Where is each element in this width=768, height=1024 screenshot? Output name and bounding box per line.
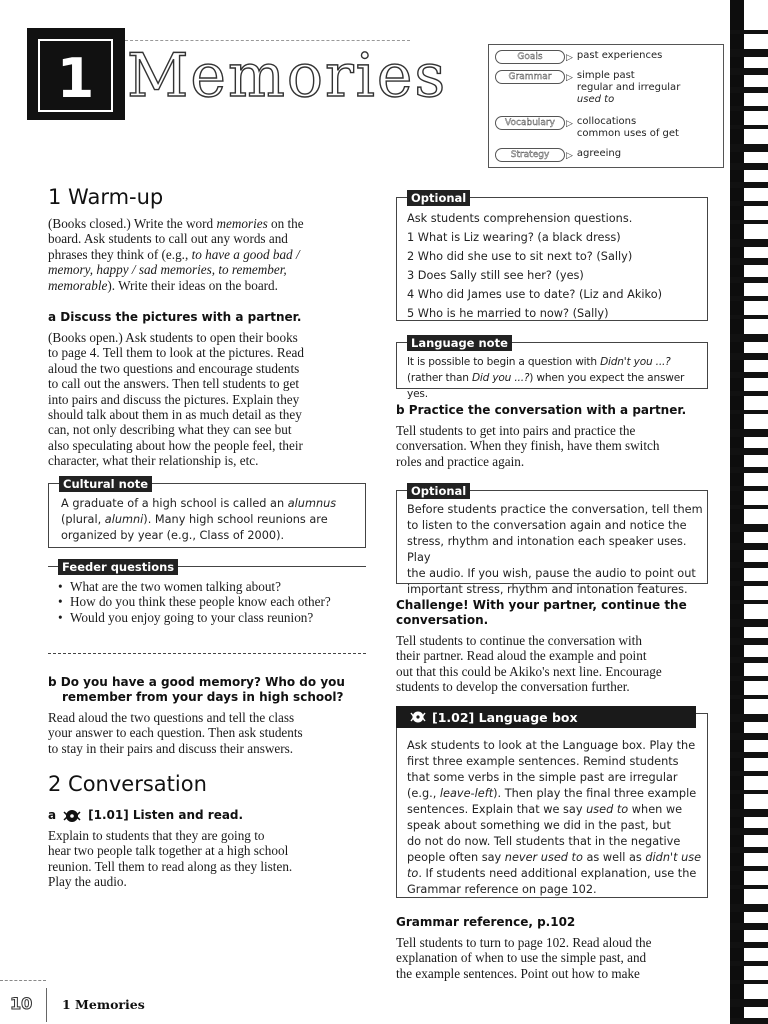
language-note-label: Language note [407, 335, 512, 351]
text-line: (Books closed.) Write the word memories on the [48, 216, 304, 231]
edge-bar [730, 638, 768, 645]
edge-bar [730, 296, 768, 301]
edge-bar [730, 144, 768, 152]
language-box [396, 709, 708, 898]
edge-bar [730, 999, 768, 1007]
text-line: (Books open.) Ask students to open their books [48, 330, 298, 345]
edge-bar [730, 771, 768, 776]
memory-heading [48, 675, 345, 705]
page-number: 10 [10, 994, 33, 1013]
text-line: organized by year (e.g., Class of 2000). [61, 529, 285, 542]
edge-bar [730, 239, 768, 247]
text-line: out that this could be Akiko's next line. Encourage [396, 663, 662, 679]
edge-bar [730, 353, 768, 360]
arrow-right-icon: ▷ [566, 72, 573, 82]
edge-bar [730, 980, 768, 984]
objective-line: simple past [576, 70, 635, 81]
edge-bar [730, 885, 768, 889]
text-line: It is possible to begin a question with Didn't you ...? [407, 356, 671, 368]
audio-cd-icon [62, 809, 82, 823]
text-line: do not do now. Tell students that in the negative [407, 835, 681, 848]
edge-bar [730, 467, 768, 473]
text-line: Tell students to continue the conversation with [396, 633, 642, 648]
edge-bar [730, 372, 768, 378]
text-line: aloud the two questions and encourage students [48, 360, 300, 376]
text-line: reunion. Tell them to read along as they listen. [48, 858, 293, 874]
edge-bar [730, 391, 768, 396]
objective-tag: Strategy [495, 148, 565, 162]
objective-goals [495, 50, 662, 64]
text-line: conversation. When they finish, have them switch [396, 438, 660, 454]
text-line: phrases they think of (e.g., to have a good bad / [48, 246, 300, 262]
page-edge-strip [730, 0, 768, 1024]
text-line: sentences. Explain that we say used to when we [407, 803, 683, 816]
text-line: Read aloud the two questions and tell the class [48, 710, 295, 725]
grammar-reference-paragraph [396, 935, 716, 981]
unit-number: 1 [56, 47, 95, 110]
text-line: people often say never used to as well as didn't use [407, 851, 702, 864]
edge-bar [730, 942, 768, 948]
list-item: • How do you think these people know each other? [48, 594, 358, 609]
audio-cd-icon [410, 710, 426, 724]
text-line: to page 4. Tell them to look at the pictures. Read [48, 345, 304, 361]
optional-practice-text [407, 502, 707, 598]
text-line: students to develop the conversation further. [396, 679, 630, 695]
edge-bar [730, 277, 768, 283]
practice-paragraph [396, 423, 716, 469]
edge-bar [730, 486, 768, 491]
optional-comprehension-text [407, 209, 705, 323]
objective-grammar [495, 70, 680, 106]
language-box-header [396, 706, 696, 728]
text-line: explanation of when to use the simple past, and [396, 950, 647, 966]
warmup-heading: 1 Warm-up [48, 185, 164, 209]
text-line: to. If students need additional explanation, use the [407, 867, 697, 880]
discuss-heading: a Discuss the pictures with a partner. [48, 310, 302, 324]
text-line: Explain to students that they are going to [48, 828, 265, 843]
edge-bar [730, 790, 768, 794]
feeder-questions-list [48, 579, 358, 625]
heading-line: remember from your days in high school? [62, 690, 344, 704]
running-title: 1 Memories [62, 997, 145, 1012]
text-line: Play the audio. [48, 874, 127, 890]
edge-bar [730, 524, 768, 532]
text-line: your answer to each question. Then ask students [48, 725, 303, 741]
challenge-paragraph [396, 633, 716, 695]
edge-bar [730, 600, 768, 604]
arrow-right-icon: ▷ [566, 52, 573, 62]
section-letter: a [48, 808, 57, 822]
edge-bar [730, 543, 768, 550]
memory-paragraph [48, 710, 368, 756]
edge-bar [730, 448, 768, 455]
edge-bar [730, 809, 768, 817]
text-line: memorable). Write their ideas on the board. [48, 277, 278, 293]
objective-line: common uses of get [576, 128, 679, 139]
text-line: 4 Who did James use to date? (Liz and Akiko) [407, 288, 663, 301]
objective-line: regular and irregular [576, 82, 681, 93]
edge-bar [730, 562, 768, 568]
text-line: Tell students to turn to page 102. Read aloud the [396, 935, 652, 950]
objective-tag: Goals [495, 50, 565, 64]
text-line: hear two people talk together at a high school [48, 843, 289, 859]
listen-heading-text: [1.01] Listen and read. [88, 808, 244, 822]
listen-heading [48, 808, 243, 823]
edge-bar [730, 106, 768, 111]
edge-bar [730, 182, 768, 188]
edge-bar [730, 923, 768, 930]
text-line: (e.g., leave-left). Then play the final three example [407, 787, 697, 800]
language-box-text [407, 738, 707, 898]
listen-paragraph [48, 828, 368, 890]
text-line: character, what their relationship is, etc. [48, 453, 259, 469]
heading-line: Challenge! With your partner, continue the [396, 598, 687, 612]
text-line: should talk about them in as much detail as they [48, 407, 302, 423]
discuss-paragraph [48, 330, 368, 469]
edge-bar [730, 752, 768, 758]
text-line: roles and practice again. [396, 453, 525, 469]
practice-heading: b Practice the conversation with a partner. [396, 403, 687, 417]
footer-divider [46, 988, 47, 1022]
edge-bar [730, 125, 768, 129]
text-line: also speculating about how the people feel, their [48, 437, 303, 453]
cultural-note-label: Cultural note [59, 476, 152, 492]
language-note-text [407, 354, 707, 402]
text-line: memory, happy / sad memories, to remember, [48, 262, 287, 278]
footer-rule [0, 980, 46, 981]
unit-title: Memories [127, 41, 448, 111]
edge-bar [730, 334, 768, 342]
edge-bar [730, 676, 768, 681]
text-line: that some verbs in the simple past are irregular [407, 771, 678, 784]
edge-bar [730, 68, 768, 75]
arrow-right-icon: ▷ [566, 118, 573, 128]
text-line: Ask students comprehension questions. [407, 212, 633, 225]
conversation-heading: 2 Conversation [48, 772, 207, 796]
optional-label: Optional [407, 190, 470, 206]
objective-line: collocations [576, 116, 637, 127]
heading-line: b Do you have a good memory? Who do you [48, 675, 345, 689]
text-line: speak about something we did in the past, but [407, 819, 671, 832]
objective-tag: Grammar [495, 70, 565, 84]
text-line: board. Ask students to call out any words and [48, 231, 288, 247]
language-note-box [396, 336, 708, 400]
feeder-questions-box [48, 560, 366, 654]
edge-bar [730, 30, 768, 34]
text-line: stress, rhythm and intonation each speaker uses. Play [407, 535, 687, 564]
list-item: • What are the two women talking about? [48, 579, 358, 594]
edge-bar [730, 581, 768, 586]
edge-bar [730, 505, 768, 509]
text-line: A graduate of a high school is called an alumnus [61, 497, 337, 510]
edge-bar [730, 49, 768, 57]
text-line: the audio. If you wish, pause the audio to point out [407, 567, 696, 580]
objective-line: agreeing [576, 148, 622, 159]
text-line: important stress, rhythm and intonation features. [407, 583, 688, 596]
edge-bar [730, 201, 768, 206]
text-line: into pairs and discuss the pictures. Explain they [48, 391, 300, 407]
cultural-note-text [61, 496, 361, 544]
edge-bar [730, 695, 768, 699]
edge-bar [730, 828, 768, 835]
edge-bar [730, 87, 768, 93]
edge-bar [730, 258, 768, 265]
text-line: their partner. Read aloud the example and point [396, 648, 647, 664]
objective-vocabulary [495, 116, 679, 140]
text-line: first three example sentences. Remind students [407, 755, 679, 768]
grammar-reference-heading: Grammar reference, p.102 [396, 915, 576, 929]
challenge-heading [396, 598, 687, 628]
text-line: to stay in their pairs and discuss their answers. [48, 740, 294, 756]
unit-objectives-box [488, 44, 724, 168]
text-line: 2 Who did she use to sit next to? (Sally) [407, 250, 633, 263]
edge-bar [730, 315, 768, 319]
edge-bar [730, 619, 768, 627]
feeder-questions-label: Feeder questions [58, 559, 178, 575]
text-line: Ask students to look at the Language box. Play the [407, 739, 696, 752]
edge-bar [730, 961, 768, 966]
edge-bar [730, 714, 768, 722]
edge-bar [730, 163, 768, 170]
edge-bar [730, 866, 768, 871]
optional-label: Optional [407, 483, 470, 499]
edge-bar [730, 733, 768, 740]
text-line: Before students practice the conversation, tell them [407, 503, 703, 516]
warmup-paragraph [48, 216, 368, 293]
language-box-label: [1.02] Language box [432, 709, 578, 725]
text-line: (rather than Did you ...?) when you expect the answer yes. [407, 372, 685, 400]
list-item: • Would you enjoy going to your class reunion? [48, 610, 358, 625]
edge-bar [730, 220, 768, 224]
edge-bar [730, 847, 768, 853]
objective-tag: Vocabulary [495, 116, 565, 130]
text-line: to listen to the conversation again and notice the [407, 519, 687, 532]
arrow-right-icon: ▷ [566, 150, 573, 160]
objective-line: used to [576, 94, 615, 105]
objective-strategy [495, 148, 621, 162]
optional-comprehension-box [396, 191, 708, 321]
text-line: the example sentences. Point out how to make [396, 965, 640, 981]
text-line: can, not only describing what they can see but [48, 422, 292, 438]
objective-line: past experiences [576, 50, 663, 61]
text-line: Grammar reference on page 102. [407, 883, 597, 896]
edge-bar [730, 410, 768, 414]
text-line: (plural, alumni). Many high school reunions are [61, 513, 328, 526]
unit-number-block [27, 28, 125, 120]
edge-bar [730, 904, 768, 912]
edge-bar [730, 657, 768, 663]
text-line: 5 Who is he married to now? (Sally) [407, 307, 609, 320]
text-line: to call out the answers. Then tell students to get [48, 376, 300, 392]
edge-bar [730, 429, 768, 437]
cultural-note-box [48, 477, 366, 548]
text-line: Tell students to get into pairs and practice the [396, 423, 636, 438]
edge-bar [730, 1018, 768, 1024]
text-line: 3 Does Sally still see her? (yes) [407, 269, 584, 282]
text-line: 1 What is Liz wearing? (a black dress) [407, 231, 621, 244]
optional-practice-box [396, 484, 708, 596]
heading-line: conversation. [396, 613, 489, 627]
